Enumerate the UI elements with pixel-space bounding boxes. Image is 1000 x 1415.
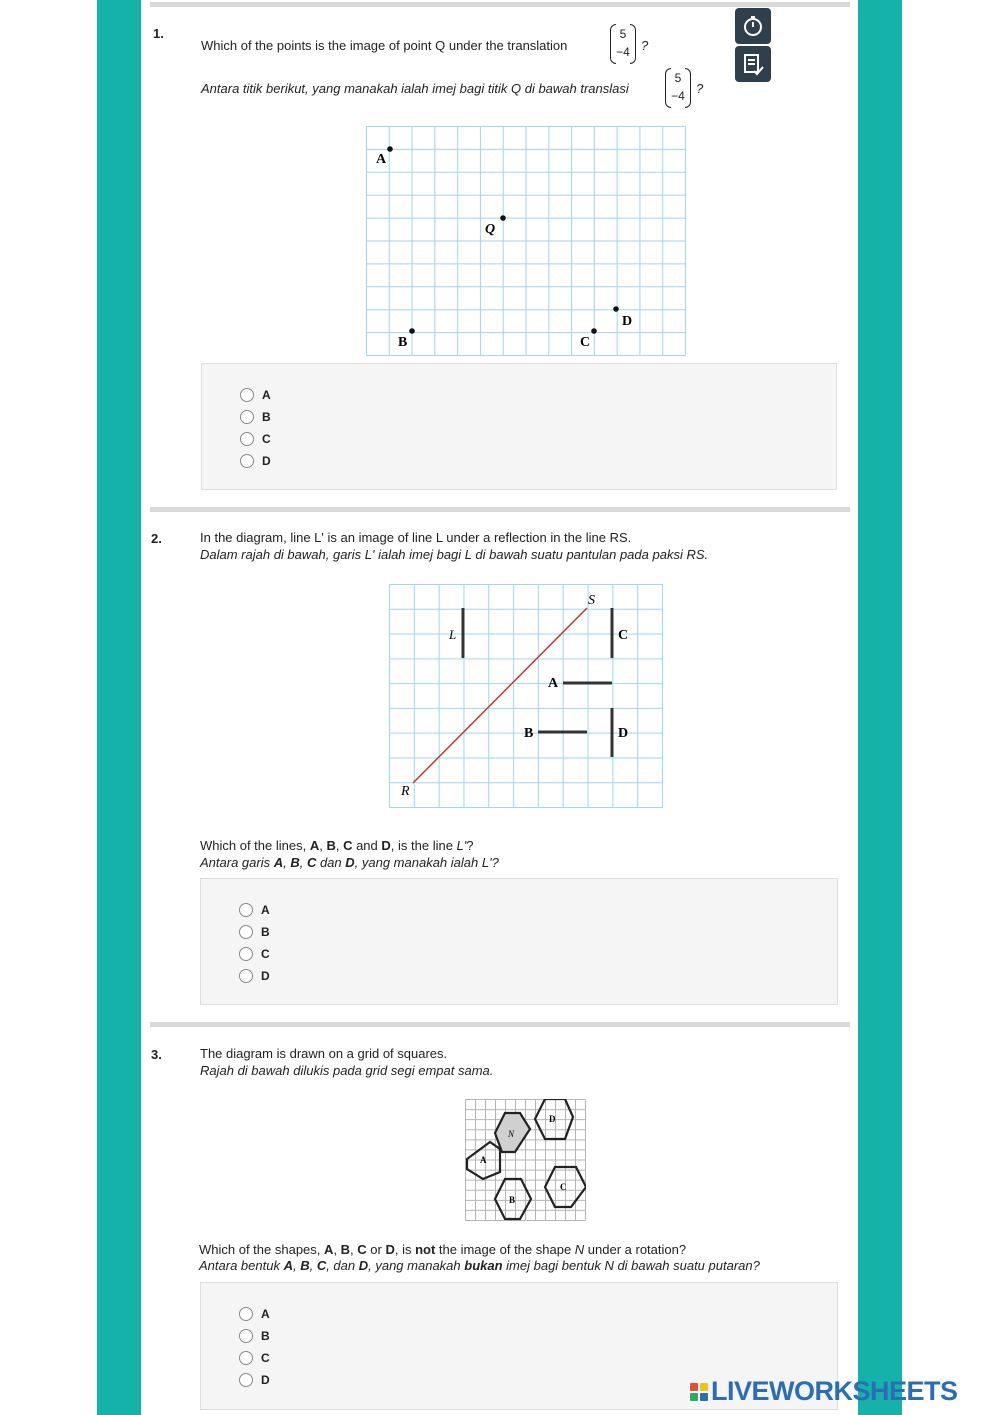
- point-a-label: A: [376, 152, 387, 167]
- radio-button[interactable]: [239, 1329, 253, 1343]
- q1-number: 1.: [153, 26, 164, 41]
- timer-button[interactable]: [735, 8, 771, 44]
- vector-bottom: −4: [616, 45, 630, 59]
- radio-button[interactable]: [239, 925, 253, 939]
- radio-button[interactable]: [239, 1307, 253, 1321]
- q1-option-b[interactable]: B: [240, 409, 271, 425]
- point-b-dot: [409, 328, 415, 334]
- q2-option-d[interactable]: D: [239, 968, 270, 984]
- point-c-dot: [591, 328, 597, 334]
- q2-text-en: In the diagram, line L' is an image of line L under a reflection in the line RS.: [200, 530, 632, 545]
- right-border: [858, 0, 902, 1415]
- label-s: S: [588, 593, 595, 608]
- label-c: C: [618, 628, 629, 643]
- q1-text-en: Which of the points is the image of point Q under the translation: [201, 38, 568, 53]
- q3-text-en: The diagram is drawn on a grid of squares.: [200, 1046, 448, 1061]
- brand-name: LIVEWORKSHEETS: [711, 1376, 958, 1406]
- label-d: D: [618, 726, 629, 741]
- point-q-label: Q: [485, 222, 496, 237]
- q2-option-a[interactable]: A: [239, 902, 270, 918]
- clock-icon: [741, 14, 765, 38]
- q1-qmark-en: ?: [641, 38, 649, 53]
- radio-button[interactable]: [240, 410, 254, 424]
- left-border: [97, 0, 141, 1415]
- q1-qmark-ms: ?: [696, 81, 704, 96]
- label-a: A: [548, 676, 559, 691]
- liveworksheets-logo[interactable]: [690, 1376, 958, 1407]
- point-c-label: C: [580, 335, 591, 350]
- radio-button[interactable]: [240, 454, 254, 468]
- check-answers-button[interactable]: [735, 46, 771, 82]
- divider: [150, 507, 850, 512]
- shape-c-label: C: [560, 1182, 567, 1192]
- point-d-dot: [613, 306, 619, 312]
- q3-option-a[interactable]: A: [239, 1306, 270, 1322]
- point-b-label: B: [398, 335, 408, 350]
- shape-n-label: N: [508, 1129, 515, 1139]
- vector-top: 5: [619, 27, 627, 41]
- radio-button[interactable]: [239, 947, 253, 961]
- label-r: R: [401, 784, 410, 799]
- q1-translation-vector-ms: [665, 68, 691, 108]
- shape-a-label: A: [480, 1155, 487, 1165]
- q3-number: 3.: [151, 1047, 162, 1062]
- q1-option-a[interactable]: A: [240, 387, 271, 403]
- q1-text-ms: Antara titik berikut, yang manakah ialah imej bagi titik Q di bawah translasi: [201, 81, 629, 96]
- top-divider: [150, 2, 850, 7]
- checklist-icon: [741, 52, 765, 76]
- radio-button[interactable]: [239, 903, 253, 917]
- q3-grid-diagram: [465, 1099, 586, 1221]
- q3-question-en: Which of the shapes, A, B, C or D, is not the image of the shape N under a rotation?: [199, 1242, 687, 1257]
- q2-number: 2.: [151, 531, 162, 546]
- radio-button[interactable]: [239, 969, 253, 983]
- q2-question-en: Which of the lines, A, B, C and D, is the line L'?: [200, 838, 474, 853]
- q1-option-c[interactable]: C: [240, 431, 271, 447]
- point-d-label: D: [622, 314, 633, 329]
- q2-options-box: [200, 878, 838, 1005]
- q3-option-d[interactable]: D: [239, 1372, 270, 1388]
- point-q-dot: [500, 215, 506, 221]
- q1-translation-vector-en: [610, 24, 636, 64]
- q3-text-ms: Rajah di bawah dilukis pada grid segi empat sama.: [200, 1063, 494, 1078]
- vector-bottom: −4: [671, 89, 685, 103]
- q1-option-d[interactable]: D: [240, 453, 271, 469]
- shape-d-label: D: [549, 1114, 556, 1124]
- point-a-dot: [387, 146, 393, 152]
- q3-question-ms: Antara bentuk A, B, C, dan D, yang manakah bukan imej bagi bentuk N di bawah suatu putaran?: [199, 1258, 760, 1273]
- q2-question-ms: Antara garis A, B, C dan D, yang manakah ialah L'?: [200, 855, 499, 870]
- logo-icon: [690, 1383, 708, 1401]
- radio-button[interactable]: [240, 432, 254, 446]
- radio-button[interactable]: [239, 1351, 253, 1365]
- label-l: L: [449, 627, 457, 642]
- q3-option-c[interactable]: C: [239, 1350, 270, 1366]
- vector-top: 5: [674, 71, 682, 85]
- q2-grid-diagram: [389, 584, 663, 808]
- q2-text-ms: Dalam rajah di bawah, garis L' ialah imej bagi L di bawah suatu pantulan pada paksi RS.: [200, 547, 709, 562]
- radio-button[interactable]: [239, 1373, 253, 1387]
- label-b: B: [524, 726, 534, 741]
- q1-options-box: [201, 363, 837, 490]
- shape-b-label: B: [509, 1195, 516, 1205]
- q2-option-b[interactable]: B: [239, 924, 270, 940]
- q1-grid-diagram: [366, 126, 686, 356]
- q3-option-b[interactable]: B: [239, 1328, 270, 1344]
- divider: [150, 1022, 850, 1027]
- q2-option-c[interactable]: C: [239, 946, 270, 962]
- radio-button[interactable]: [240, 388, 254, 402]
